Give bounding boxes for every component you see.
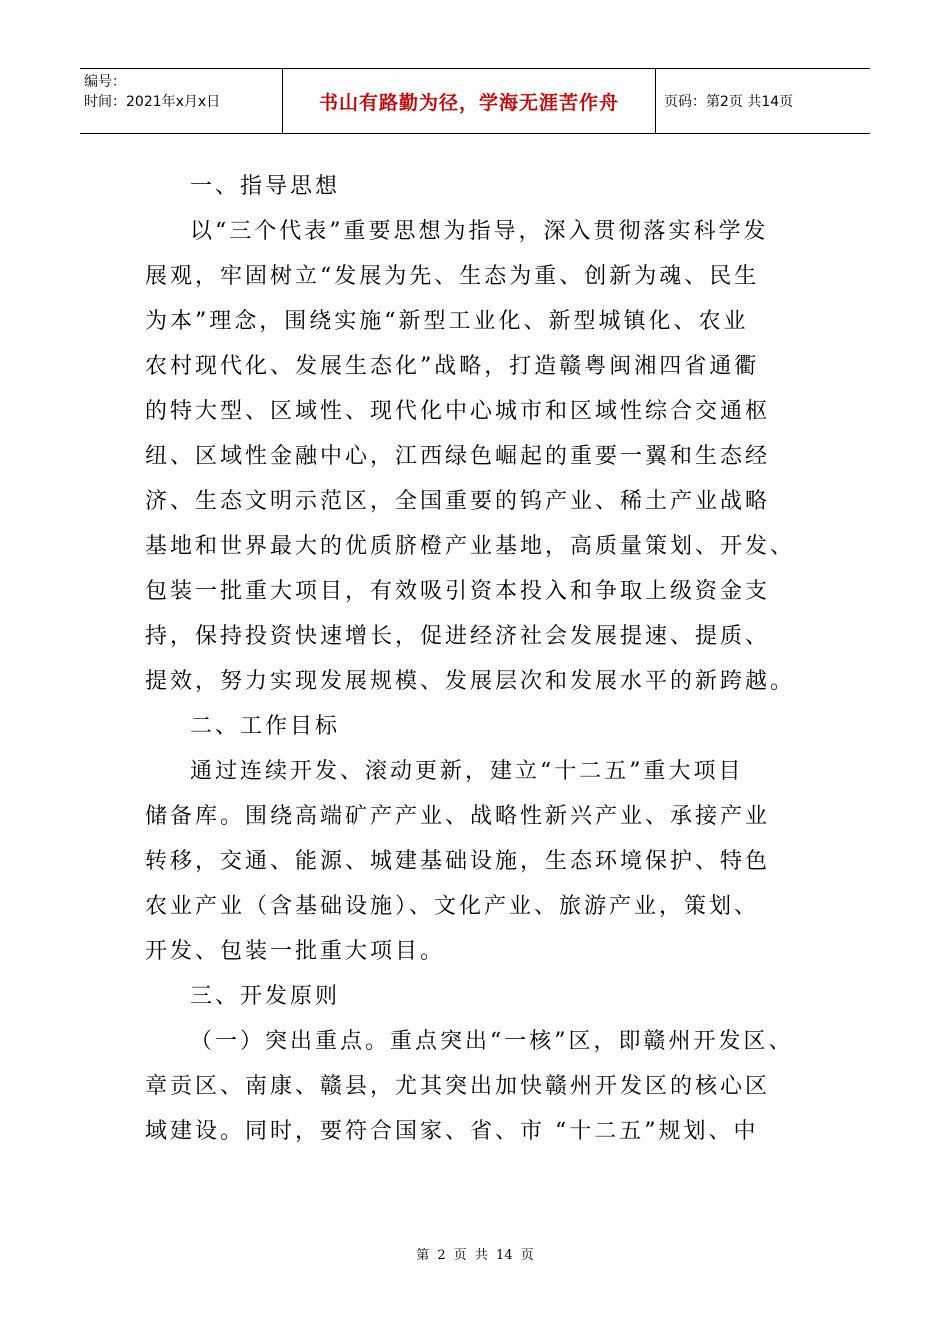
header-page-info: 页码：第2页 共14页 — [664, 94, 794, 110]
paragraph-line: 章贡区、南康、赣县，尤其突出加快赣州开发区的核心区 — [145, 1074, 771, 1099]
paragraph-line: 农村现代化、发展生态化”战略，打造赣粤闽湘四省通衢 — [145, 354, 760, 379]
header-meta — [80, 69, 282, 133]
paragraph-line: 包装一批重大项目，有效吸引资本投入和争取上级资金支 — [145, 579, 771, 604]
header-motto: 书山有路勤为径，学海无涯苦作舟 — [282, 69, 656, 133]
paragraph-line: 开发、包装一批重大项目。 — [145, 939, 446, 964]
paragraph-line: 域建设。同时，要符合国家、省、市 “十二五”规划、中 — [145, 1119, 759, 1144]
paragraph-line: 为本”理念，围绕实施“新型工业化、新型城镇化、农业 — [145, 309, 749, 334]
page-header — [80, 68, 870, 134]
paragraph-line: 通过连续开发、滚动更新，建立“十二五”重大项目 — [190, 759, 744, 784]
section-heading-principles: 三、开发原则 — [190, 984, 341, 1009]
section-heading-work-goals: 二、工作目标 — [190, 714, 341, 739]
paragraph-line: 展观，牢固树立“发展为先、生态为重、创新为魂、民生 — [145, 264, 760, 289]
paragraph-line: 纽、区域性金融中心，江西绿色崛起的重要一翼和生态经 — [145, 444, 771, 469]
document-number-label: 编号： — [84, 74, 126, 90]
paragraph-line: 储备库。围绕高端矿产产业、战略性新兴产业、承接产业 — [145, 804, 771, 829]
paragraph-line: （一）突出重点。重点突出“一核”区，即赣州开发区、 — [190, 1029, 794, 1054]
paragraph-line: 提效，努力实现发展规模、发展层次和发展水平的新跨越。 — [145, 669, 796, 694]
paragraph-line: 持，保持投资快速增长，促进经济社会发展提速、提质、 — [145, 624, 771, 649]
page-footer: 第 2 页 共 14 页 — [416, 1248, 534, 1263]
document-time-label: 时间：2021年x月x日 — [84, 94, 221, 110]
paragraph-line: 的特大型、区域性、现代化中心城市和区域性综合交通枢 — [145, 399, 771, 424]
paragraph-line: 转移，交通、能源、城建基础设施，生态环境保护、特色 — [145, 849, 771, 874]
section-heading-guiding-ideology: 一、指导思想 — [190, 174, 341, 199]
paragraph-line: 基地和世界最大的优质脐橙产业基地，高质量策划、开发、 — [145, 534, 796, 559]
paragraph-line: 济、生态文明示范区，全国重要的钨产业、稀土产业战略 — [145, 489, 771, 514]
paragraph-line: 以“三个代表”重要思想为指导，深入贯彻落实科学发 — [190, 219, 769, 244]
document-body — [145, 164, 825, 1154]
paragraph-line: 农业产业（含基础设施）、文化产业、旅游产业，策划、 — [145, 894, 760, 919]
